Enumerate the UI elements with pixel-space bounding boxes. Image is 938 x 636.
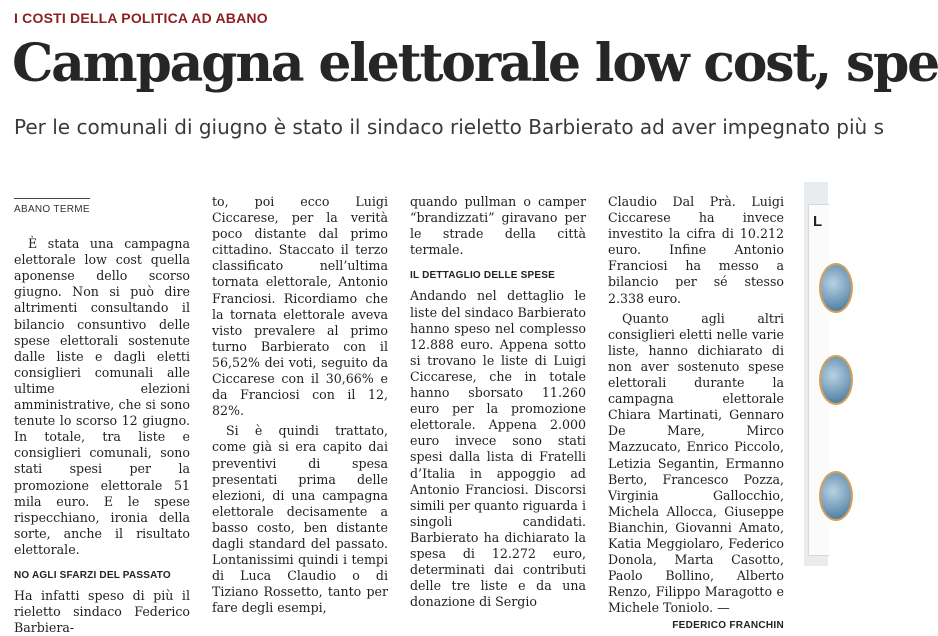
paragraph: Quanto agli altri consiglieri eletti nelle varie liste, hanno dichiarato di non aver sostenuto spese elettorali durante la campagna elettorale Chiara Martinati, Gennaro De Mare, Mirco Mazzucato, Enrico Piccolo, Letizia Segantin, Ermanno Berto, Francesco Pozza, Virginia Gallocchio, Michela Allocca, Giuseppe Bianchin, Giovanni Amato, Katia Meggiolaro, Federico Donola, Marta Casotto, Paolo Bollino, Alberto Renzo, Filippo Maragotto e Michele Toniolo. — (608, 310, 784, 616)
sidebar-heading: L (813, 213, 823, 230)
article-column-1 (14, 198, 190, 636)
author-signature: FEDERICO FRANCHIN (672, 620, 784, 632)
section-kicker: I COSTI DELLA POLITICA AD ABANO (14, 10, 268, 26)
paragraph: Andando nel dettaglio le liste del sindaco Barbierato hanno speso nel complesso 12.888 euro. Appena sotto si trovano le liste di Luigi Ciccarese, che in totale hanno sborsato 11.260 euro per la promozione elettorale. Appena 2.000 euro invece sono stati spesi dalla lista di Fratelli d’Italia in appoggio ad Antonio Franciosi. Discorsi simili per quanto riguarda i singoli candidati. Barbierato ha dichiarato la spesa di 12.272 euro, determinati dai contributi delle tre liste e da una donazione di Sergio (410, 288, 586, 610)
dateline: ABANO TERME (14, 198, 90, 218)
paragraph: Si è quindi trattato, come già si era capito dai preventivi di spesa presentati prima delle elezioni, di una campagna elettorale decisamente a basso costo, ben distante dagli standard del passato. Lontanissimi quindi i tempi di Luca Claudio o di Tiziano Rossetto, tanto per fare degli esempi, (212, 423, 388, 616)
article-column-4 (608, 194, 784, 632)
paragraph: È stata una campagna elettorale low cost quella aponense dello scorso giugno. Non si può dire altrimenti consultando il bilancio consuntivo delle spese elettorali sostenute dalle liste e dagli eletti consiglieri comunali alle ultime elezioni amministrative, che si sono tenute lo scorso 12 giugno. In totale, tra liste e consiglieri comunali, sono stati spesi per la promozione elettorale 51 mila euro. E le spese rispecchiano, ironia della sorte, anche il risultato elettorale. (14, 236, 190, 557)
section-subtitle: NO AGLI SFARZI DEL PASSATO (14, 569, 171, 581)
section-subtitle: IL DETTAGLIO DELLE SPESE (410, 270, 556, 282)
paragraph: to, poi ecco Luigi Ciccarese, per la verità poco distante dal primo cittadino. Staccato il terzo classificato nell’ultima tornata elettorale, Antonio Franciosi. Ricordiamo che la tornata elettorale aveva visto prevalere al primo turno Barbierato con il 56,52% dei voti, seguito da Ciccarese con il 30,66% e da Franciosi con il 12, 82%. (212, 194, 388, 419)
paragraph: Ha infatti speso di più il rieletto sindaco Federico Barbiera- (14, 588, 190, 636)
sidebar-box (808, 204, 829, 556)
headline: Campagna elettorale low cost, spe (12, 33, 938, 94)
article-column-2 (212, 194, 388, 616)
subheadline: Per le comunali di giugno è stato il sindaco rieletto Barbierato ad aver impegnato più s (14, 115, 885, 139)
candidate-photo (819, 355, 853, 405)
article-column-3 (410, 194, 586, 610)
candidate-photo (819, 263, 853, 313)
paragraph: quando pullman o camper “brandizzati” giravano per le strade della città termale. (410, 194, 586, 258)
candidate-photo (819, 471, 853, 521)
paragraph: Claudio Dal Prà. Luigi Ciccarese ha invece investito la cifra di 10.212 euro. Infine Antonio Franciosi ha messo a bilancio per sé stesso 2.338 euro. (608, 194, 784, 306)
